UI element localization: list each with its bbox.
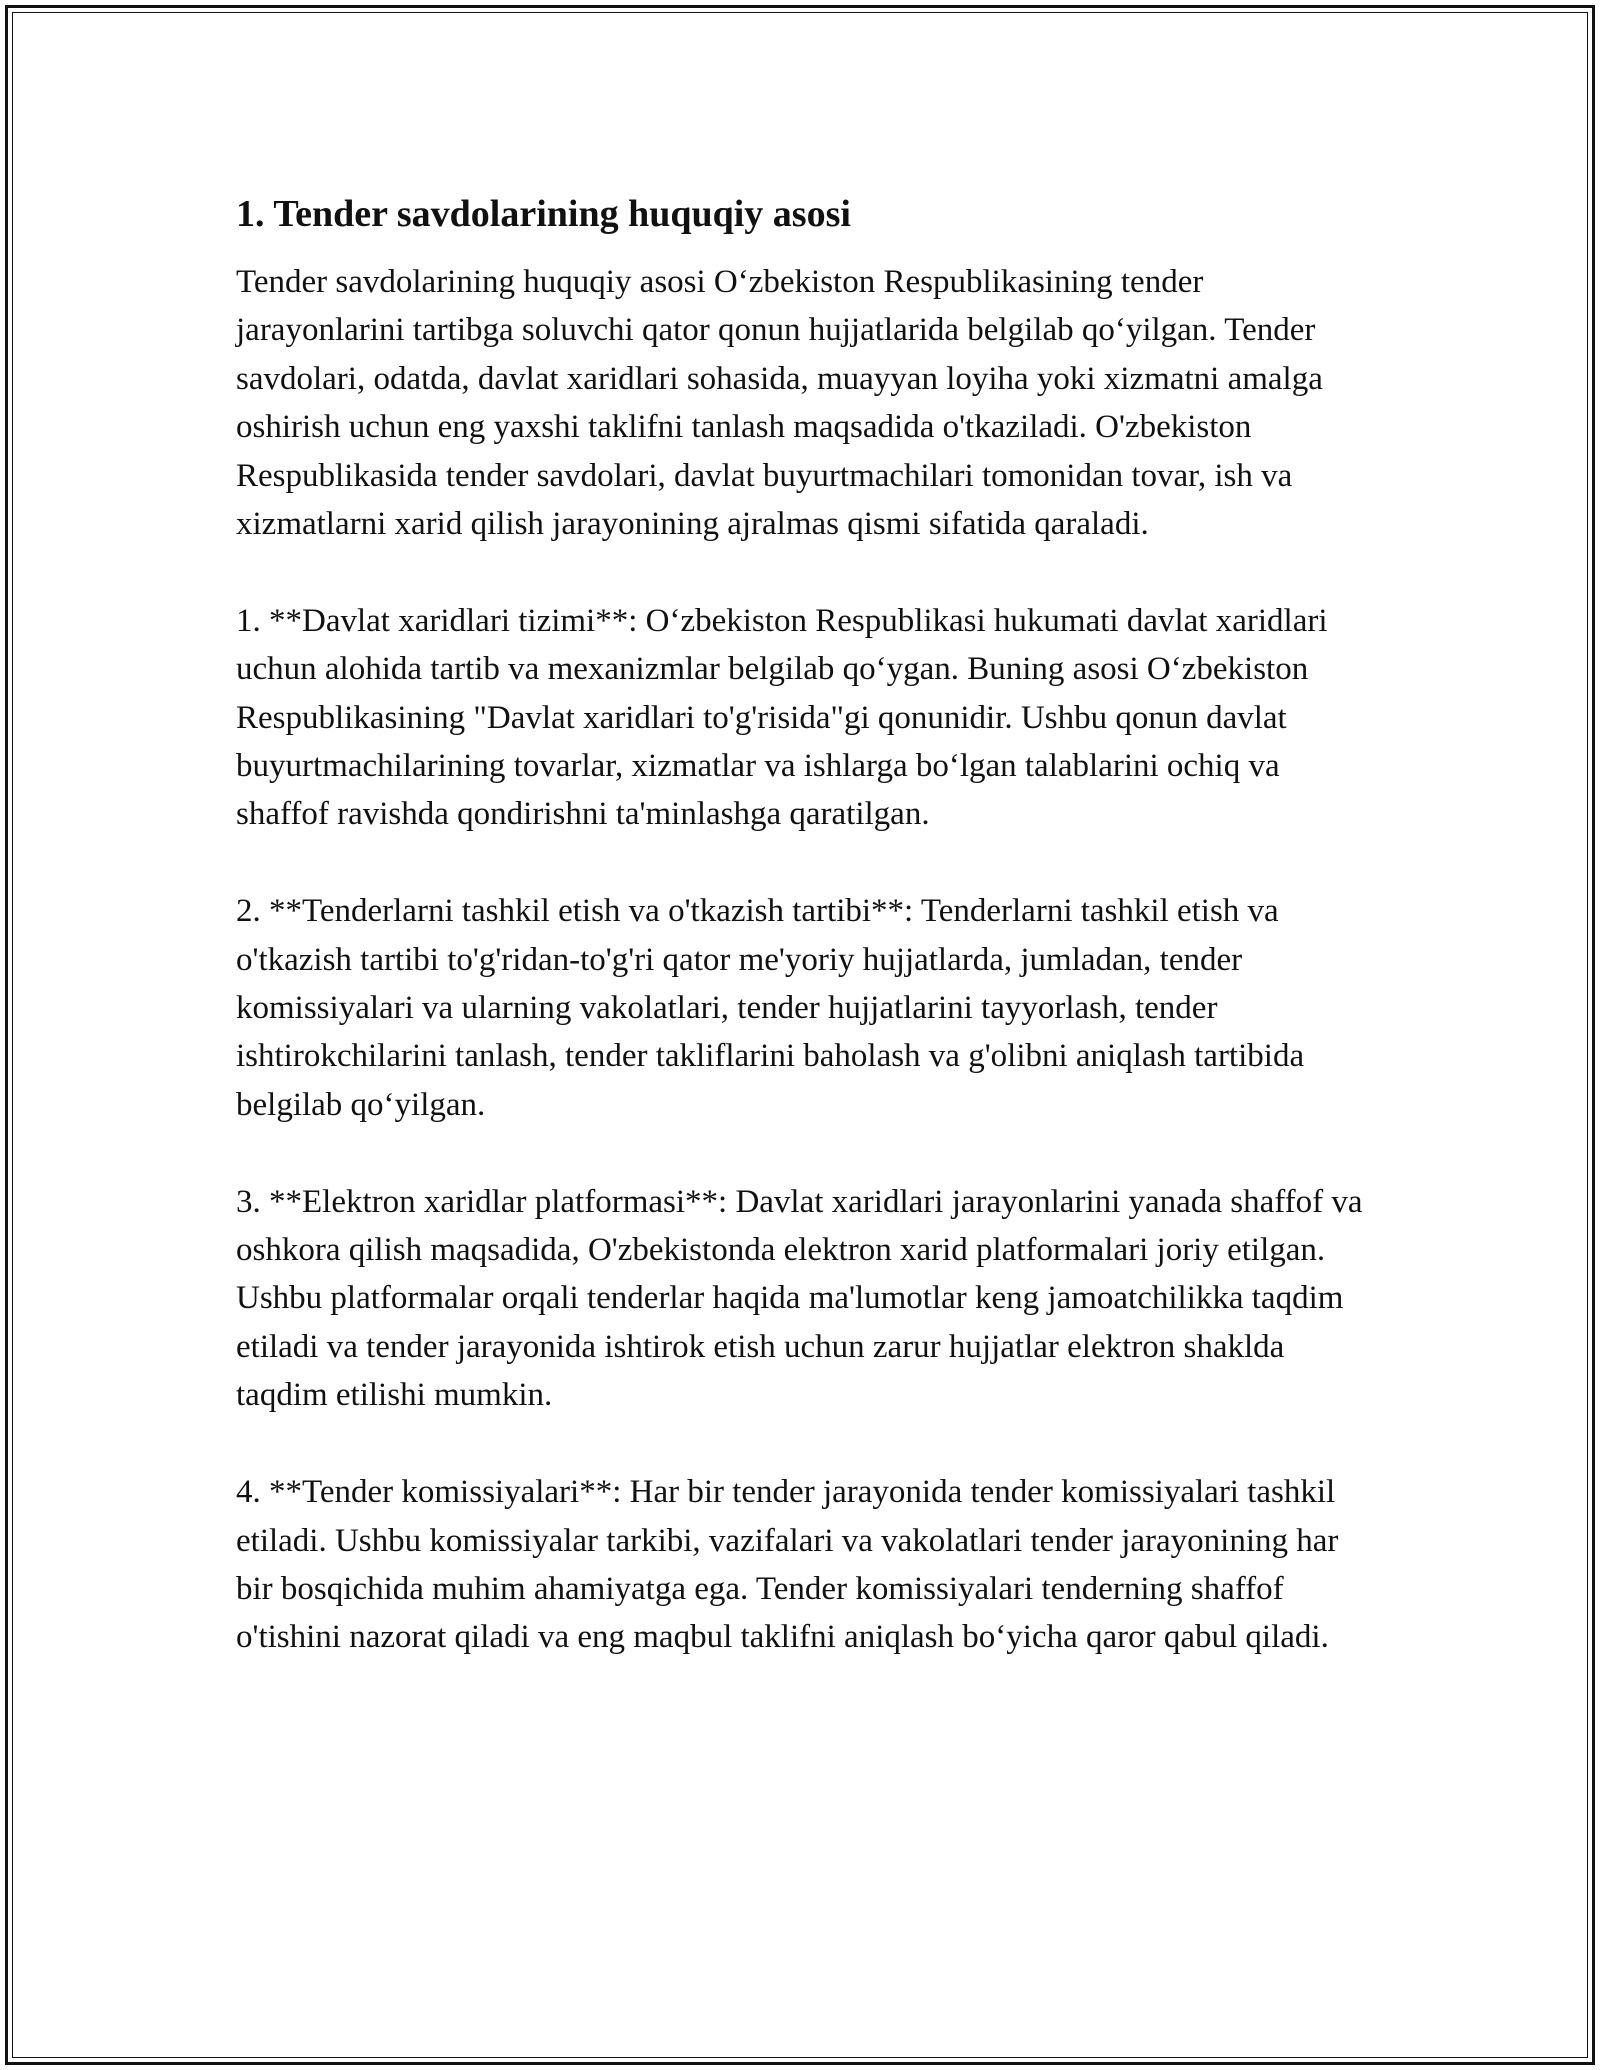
section-heading: 1. Tender savdolarining huquqiy asosi [236,193,851,235]
document-body [236,188,1366,1710]
list-item-elektron-xaridlar: 3. **Elektron xaridlar platformasi**: Davlat xaridlari jarayonlarini yanada shaffof va oshkora qilish maqsadida, O'zbekistonda elektron xarid platformalari joriy etilgan. Ushbu platformalar orqali tenderlar haqida ma'lumotlar keng jamoatchilikka taqdim etiladi va tender jarayonida ishtirok etish uchun zarur hujjatlar elektron shaklda taqdim etilishi mumkin. [236,1183,1363,1414]
list-item-tenderlarni-tashkil-etish: 2. **Tenderlarni tashkil etish va o'tkazish tartibi**: Tenderlarni tashkil etish va o'tkazish tartibi to'g'ridan-to'g'ri qator me'yoriy hujjatlarda, jumladan, tender komissiyalari va ularning vakolatlari, tender hujjatlarini tayyorlash, tender ishtirokchilarini tanlash, tender takliflarini baholash va g'olibni aniqlash tartibida belgilab qo‘yilgan. [236,893,1305,1123]
intro-paragraph: Tender savdolarining huquqiy asosi O‘zbekiston Respublikasining tender jarayonlarini tartibga soluvchi qator qonun hujjatlarida belgilab qo‘yilgan. Tender savdolari, odatda, davlat xaridlari sohasida, muayyan loyiha yoki xizmatni amalga oshirish uchun eng yaxshi taklifni tanlash maqsadida o'tkaziladi. O'zbekiston Respublikasida tender savdolari, davlat buyurtmachilari tomonidan tovar, ish va xizmatlarni xarid qilish jarayonining ajralmas qismi sifatida qaraladi. [236,264,1323,543]
list-item-davlat-xaridlari: 1. **Davlat xaridlari tizimi**: O‘zbekiston Respublikasi hukumati davlat xaridlari uchun alohida tartib va mexanizmlar belgilab qo‘ygan. Buning asosi O‘zbekiston Respublikasining "Davlat xaridlari to'g'risida"gi qonunidir. Ushbu qonun davlat buyurtmachilarining tovarlar, xizmatlar va ishlarga bo‘lgan talablarini ochiq va shaffof ravishda qondirishni ta'minlashga qaratilgan. [236,602,1328,833]
list-item-tender-komissiyalari: 4. **Tender komissiyalari**: Har bir tender jarayonida tender komissiyalari tashkil etiladi. Ushbu komissiyalar tarkibi, vazifalari va vakolatlari tender jarayonining har bir bosqichida muhim ahamiyatga ega. Tender komissiyalari tenderning shaffof o'tishini nazorat qiladi va eng maqbul taklifni aniqlash bo‘yicha qaror qabul qiladi. [236,1474,1339,1656]
